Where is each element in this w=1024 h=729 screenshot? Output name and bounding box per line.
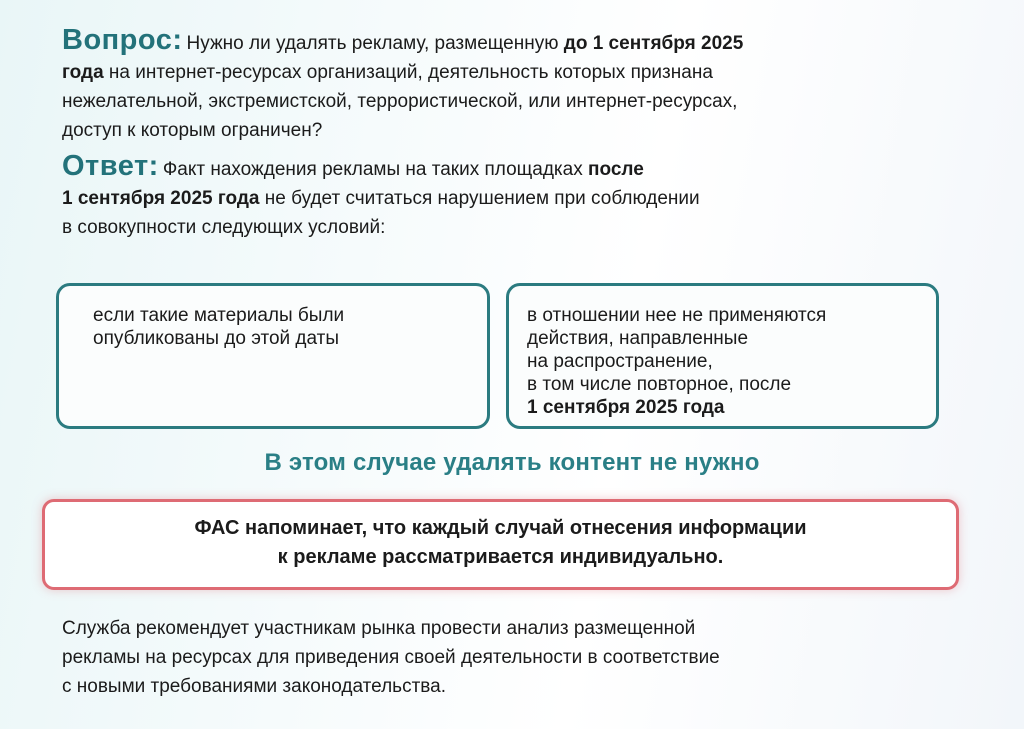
condition-line: если такие материалы были <box>93 305 345 326</box>
question-line-1 <box>62 26 962 58</box>
question-block <box>62 26 962 145</box>
condition-line: на распространение, <box>527 351 713 372</box>
condition-date-bold: 1 сентября 2025 года <box>527 397 725 418</box>
condition-line: в том числе повторное, после <box>527 374 792 395</box>
notice-line: к рекламе рассматривается индивидуально. <box>277 546 724 568</box>
footer-line: Служба рекомендует участникам рынка провести анализ размещенной <box>62 618 696 639</box>
notice-line: ФАС напоминает, что каждый случай отнесения информации <box>194 517 807 539</box>
answer-text: Факт нахождения рекламы на таких площадках <box>162 159 588 180</box>
fas-notice-box <box>42 499 959 590</box>
recommendation-paragraph <box>62 614 962 701</box>
answer-text: не будет считаться нарушением при соблюдении <box>259 188 700 209</box>
question-date: до 1 сентября 2025 <box>563 33 744 54</box>
condition-box-published <box>56 283 490 429</box>
footer-line: рекламы на ресурсах для приведения своей деятельности в соответствие <box>62 647 720 668</box>
conclusion-heading: В этом случае удалять контент не нужно <box>264 449 760 476</box>
condition-line: действия, направленные <box>527 328 749 349</box>
question-line-2 <box>62 58 962 87</box>
condition-line: в отношении нее не применяются <box>527 305 827 326</box>
answer-line-2 <box>62 184 962 213</box>
question-line-3: нежелательной, экстремистской, террористической, или интернет-ресурсах, <box>62 91 738 112</box>
question-heading: Вопрос: <box>62 24 183 56</box>
question-text: на интернет-ресурсах организаций, деятельность которых признана <box>103 62 713 83</box>
answer-line-3: в совокупности следующих условий: <box>62 217 386 238</box>
answer-line-1 <box>62 152 962 184</box>
question-date-year: года <box>62 62 104 83</box>
answer-block <box>62 152 962 242</box>
question-line-4: доступ к которым ограничен? <box>62 120 323 141</box>
answer-heading: Ответ: <box>62 150 159 182</box>
condition-box-no-distribution <box>506 283 939 429</box>
condition-line: опубликованы до этой даты <box>93 328 340 349</box>
question-text: Нужно ли удалять рекламу, размещенную <box>186 33 564 54</box>
condition-date <box>527 396 916 419</box>
answer-after: после <box>588 159 644 180</box>
answer-date: 1 сентября 2025 года <box>62 188 260 209</box>
footer-line: с новыми требованиями законодательства. <box>62 676 446 697</box>
